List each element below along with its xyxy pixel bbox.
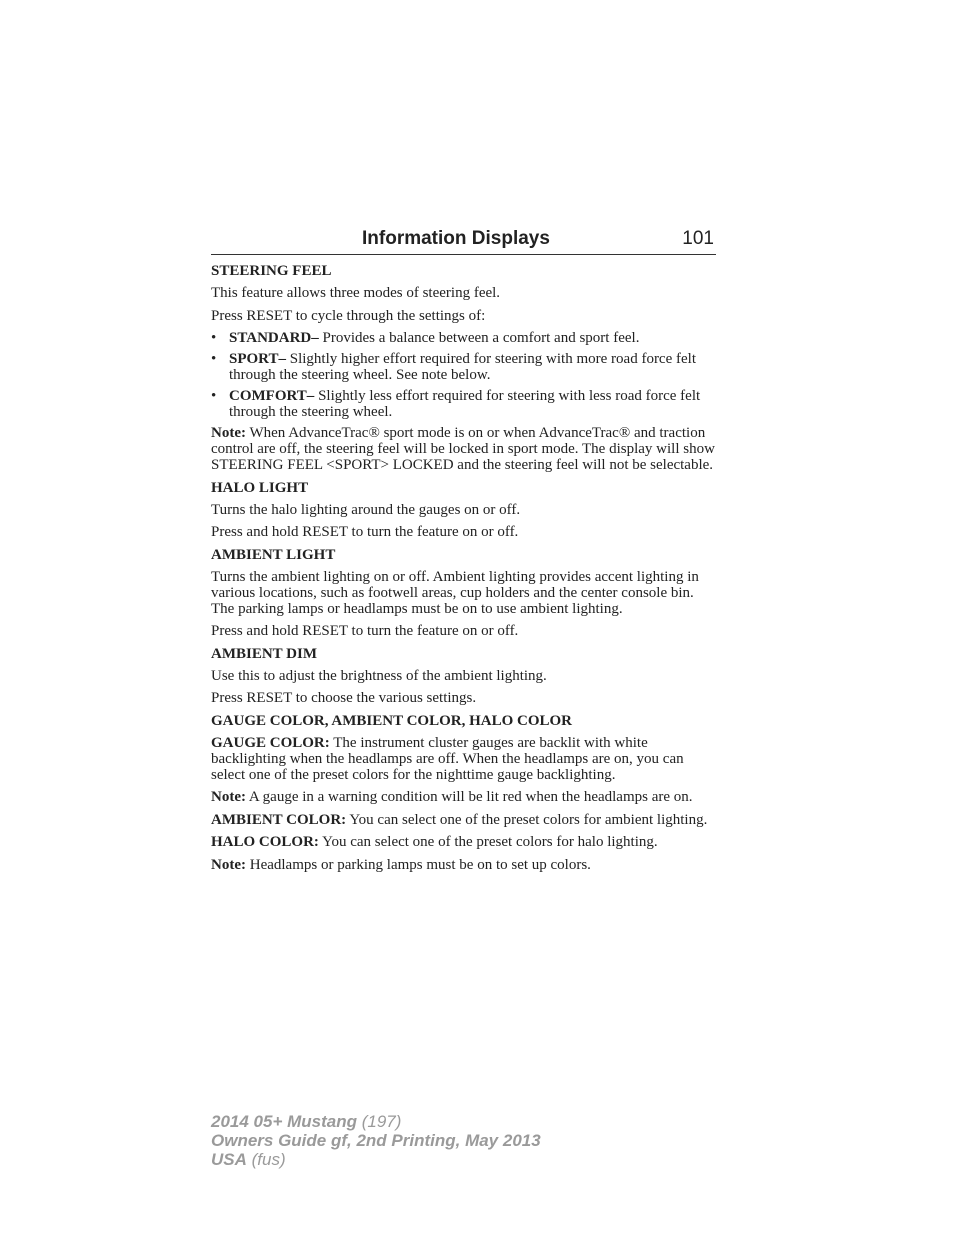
ambient-color-paragraph bbox=[211, 812, 716, 828]
manual-page bbox=[211, 228, 716, 879]
footer-line bbox=[211, 1112, 541, 1131]
note-text: A gauge in a warning condition will be lit red when the headlamps are on. bbox=[245, 789, 693, 805]
bullet-text: Provides a balance between a comfort and sport feel. bbox=[318, 330, 640, 346]
footer-market-code: (fus) bbox=[246, 1150, 286, 1169]
section-heading-colors: GAUGE COLOR, AMBIENT COLOR, HALO COLOR bbox=[211, 712, 573, 729]
page-title: Information Displays bbox=[362, 228, 550, 249]
gauge-color-label: GAUGE COLOR: bbox=[211, 734, 330, 751]
bullet-text: Slightly higher effort required for steering with more road force felt through the steering wheel. See note below. bbox=[229, 351, 696, 383]
section-heading-halo-light: HALO LIGHT bbox=[211, 479, 309, 496]
bullet-icon: • bbox=[211, 330, 217, 346]
page-number: 101 bbox=[682, 228, 714, 249]
paragraph: This feature allows three modes of steering feel. bbox=[211, 285, 501, 301]
bullet-icon: • bbox=[211, 351, 217, 367]
bullet-text: Slightly less effort required for steering with less road force felt through the steering wheel. bbox=[229, 388, 701, 420]
bullet-icon: • bbox=[211, 388, 217, 404]
bullet-label: STANDARD– bbox=[229, 330, 319, 346]
paragraph: Press and hold RESET to turn the feature on or off. bbox=[211, 623, 519, 639]
note-paragraph bbox=[211, 857, 716, 873]
paragraph: Press RESET to choose the various settings. bbox=[211, 690, 477, 706]
note-label: Note: bbox=[211, 856, 246, 873]
note-paragraph bbox=[211, 425, 716, 473]
halo-color-label: HALO COLOR: bbox=[211, 834, 319, 850]
footer-line bbox=[211, 1150, 541, 1169]
list-item bbox=[211, 330, 716, 346]
paragraph: Use this to adjust the brightness of the ambient lighting. bbox=[211, 667, 547, 684]
list-item bbox=[211, 388, 716, 420]
halo-color-text: You can select one of the preset colors for halo lighting. bbox=[318, 834, 658, 850]
page-content bbox=[211, 263, 716, 873]
paragraph: Press and hold RESET to turn the feature on or off. bbox=[211, 524, 519, 540]
bullet-label: COMFORT– bbox=[229, 388, 315, 404]
list-item bbox=[211, 351, 716, 383]
section-heading-steering-feel: STEERING FEEL bbox=[211, 263, 332, 279]
section-heading-ambient-light: AMBIENT LIGHT bbox=[211, 546, 336, 563]
page-footer bbox=[211, 1112, 541, 1169]
footer-guide-info: Owners Guide gf, 2nd Printing, May 2013 bbox=[211, 1131, 541, 1150]
page-header bbox=[211, 228, 716, 255]
section-heading-ambient-dim: AMBIENT DIM bbox=[211, 645, 317, 662]
halo-color-paragraph bbox=[211, 834, 716, 850]
paragraph: Turns the ambient lighting on or off. Ambient lighting provides accent lighting in various locations, such as footwell areas, cup holders and the center console bin. The parking lamps or headlamps must be on to use ambient lighting. bbox=[211, 568, 699, 617]
footer-model: 2014 05+ Mustang bbox=[211, 1112, 357, 1131]
note-text: Headlamps or parking lamps must be on to set up colors. bbox=[245, 856, 591, 873]
footer-market: USA bbox=[211, 1150, 247, 1169]
paragraph: Turns the halo lighting around the gauges on or off. bbox=[211, 501, 521, 518]
ambient-color-label: AMBIENT COLOR: bbox=[211, 811, 347, 828]
ambient-color-text: You can select one of the preset colors for ambient lighting. bbox=[346, 811, 708, 828]
bullet-label: SPORT– bbox=[229, 351, 286, 367]
note-paragraph bbox=[211, 789, 716, 805]
note-label: Note: bbox=[211, 425, 246, 441]
gauge-color-paragraph bbox=[211, 735, 716, 783]
footer-model-code: (197) bbox=[357, 1112, 402, 1131]
gauge-color-text: The instrument cluster gauges are backlit with white backlighting when the headlamps are off. When the headlamps are on, you can select one of the preset colors for the nighttime gauge backlighting. bbox=[211, 734, 684, 783]
paragraph: Press RESET to cycle through the settings of: bbox=[211, 307, 486, 324]
note-text: When AdvanceTrac® sport mode is on or when AdvanceTrac® and traction control are off, the steering feel will be locked in sport mode. The display will show STEERING FEEL <SPORT> LOCKED and the steering feel will not be selectable. bbox=[211, 425, 715, 473]
note-label: Note: bbox=[211, 789, 246, 805]
steering-modes-list bbox=[211, 330, 716, 420]
